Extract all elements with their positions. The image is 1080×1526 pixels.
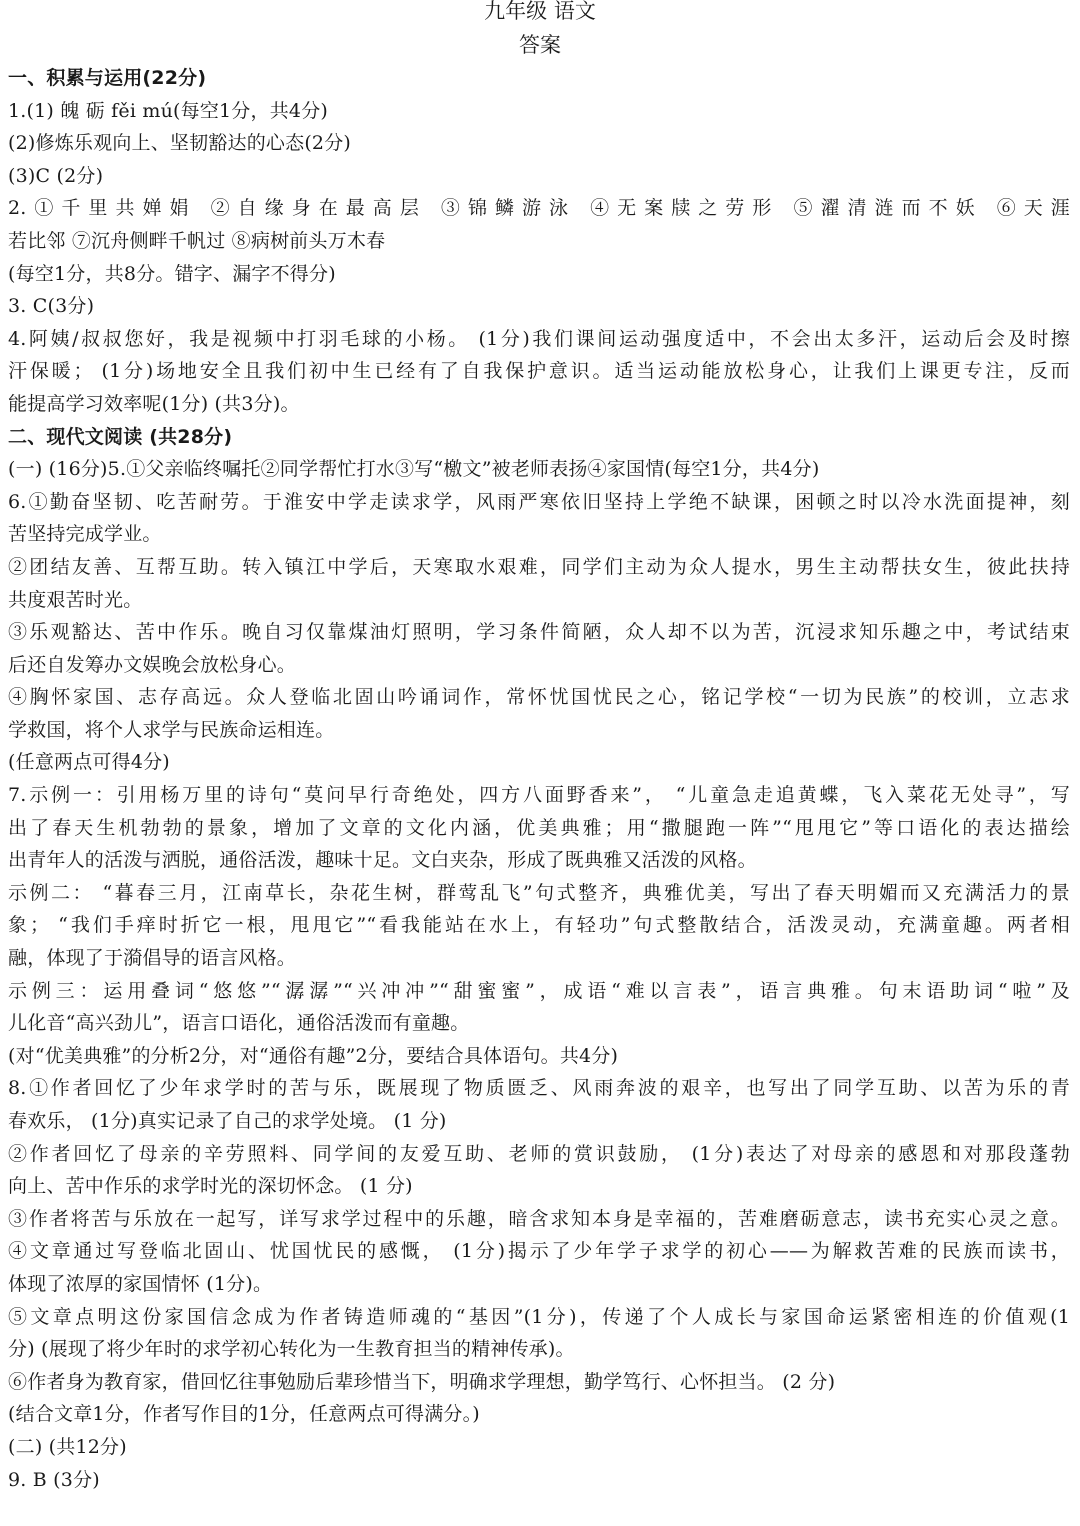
answer-line: ④文章通过写登临北固山、忧国忧民的感慨， (1分)揭示了少年学子求学的初心——为解救苦难的民族而读书， — [8, 1240, 1070, 1263]
answer-line: 苦坚持完成学业。 — [8, 523, 162, 546]
answer-line: 体现了浓厚的家国情怀 (1分)。 — [8, 1272, 273, 1295]
answer-line: 象； “我们手痒时折它一根，甩甩它”“看我能站在水上，有轻功”句式整散结合，活泼灵动，充满童趣。两者相 — [8, 914, 1070, 937]
answer-line: (二) (共12分) — [8, 1435, 127, 1458]
answer-line: 学救国，将个人求学与民族命运相连。 — [8, 718, 335, 741]
answer-line: 示例三：运用叠词“悠悠”“潺潺”“兴冲冲”“甜蜜蜜”，成语“难以言表”，语言典雅。句末语助词“啦”及 — [8, 979, 1070, 1002]
answer-line: 2.①千里共婵娟 ②自缘身在最高层 ③锦鳞游泳 ④无案牍之劳形 ⑤濯清涟而不妖 ⑥天涯 — [8, 197, 1070, 220]
answer-line: 7.示例一：引用杨万里的诗句“莫问早行奇绝处，四方八面野香来”， “儿童急走追黄蝶，飞入菜花无处寻”，写 — [8, 784, 1070, 807]
document-subtitle: 答案 — [519, 33, 561, 57]
document-title: 九年级 语文 — [484, 0, 596, 23]
answer-line: (2)修炼乐观向上、坚韧豁达的心态(2分) — [8, 132, 352, 155]
answer-line: ③作者将苦与乐放在一起写，详写求学过程中的乐趣，暗含求知本身是幸福的，苦难磨砺意志，读书充实心灵之意。 — [8, 1207, 1070, 1230]
answer-line: 共度艰苦时光。 — [8, 588, 143, 611]
answer-line: ⑤文章点明这份家国信念成为作者铸造师魂的“基因”(1分)，传递了个人成长与家国命运紧密相连的价值观(1 — [8, 1305, 1070, 1328]
answer-line: 能提高学习效率呢(1分) (共3分)。 — [8, 392, 300, 415]
answer-line: 9. B (3分) — [8, 1468, 100, 1491]
answer-line: 儿化音“高兴劲儿”，语言口语化，通俗活泼而有童趣。 — [8, 1012, 470, 1035]
answer-line: 若比邻 ⑦沉舟侧畔千帆过 ⑧病树前头万木春 — [8, 229, 386, 252]
answer-line: (任意两点可得4分) — [8, 751, 170, 774]
answer-line: 8.①作者回忆了少年求学时的苦与乐，既展现了物质匮乏、风雨奔波的艰辛，也写出了同学互助、以苦为乐的青 — [8, 1077, 1070, 1100]
answer-line: 后还自发筹办文娱晚会放松身心。 — [8, 653, 297, 676]
answer-line: ④胸怀家国、志存高远。众人登临北固山吟诵词作，常怀忧国忧民之心，铭记学校“一切为民族”的校训，立志求 — [8, 686, 1070, 709]
answer-line: 向上、苦中作乐的求学时光的深切怀念。 (1 分) — [8, 1175, 413, 1198]
answer-line: (每空1分，共8分。错字、漏字不得分) — [8, 262, 336, 285]
answer-line: (3)C (2分) — [8, 164, 104, 187]
answer-line: 示例二： “暮春三月，江南草长，杂花生树，群莺乱飞”句式整齐，典雅优美，写出了春天明媚而又充满活力的景 — [8, 881, 1070, 904]
answer-line: ②作者回忆了母亲的辛劳照料、同学间的友爱互助、老师的赏识鼓励， (1分)表达了对母亲的感恩和对那段蓬勃 — [8, 1142, 1070, 1165]
answer-line: 1.(1) 魄 砺 fěi mú(每空1分，共4分) — [8, 99, 329, 122]
section-heading: 一、积累与运用(22分) — [8, 67, 207, 89]
answer-line: ③乐观豁达、苦中作乐。晚自习仅靠煤油灯照明，学习条件简陋，众人却不以为苦，沉浸求知乐趣之中，考试结束 — [8, 621, 1070, 644]
answer-line: ②团结友善、互帮互助。转入镇江中学后，天寒取水艰难，同学们主动为众人提水，男生主动帮扶女生，彼此扶持 — [8, 555, 1070, 578]
section-heading: 二、现代文阅读 (共28分) — [8, 425, 233, 448]
answer-line: 3. C(3分) — [8, 295, 95, 318]
answer-line: 出了春天生机勃勃的景象，增加了文章的文化内涵，优美典雅；用“撒腿跑一阵”“甩甩它”等口语化的表达描绘 — [8, 816, 1070, 839]
answer-line: (一) (16分)5.①父亲临终嘱托②同学帮忙打水③写“檄文”被老师表扬④家国情(每空1分，共4分) — [8, 458, 820, 481]
answer-line: (对“优美典雅”的分析2分，对“通俗有趣”2分，要结合具体语句。共4分) — [8, 1044, 619, 1067]
answer-line: 分) (展现了将少年时的求学初心转化为一生教育担当的精神传承)。 — [8, 1338, 575, 1361]
answer-line: 6.①勤奋坚韧、吃苦耐劳。于淮安中学走读求学，风雨严寒依旧坚持上学绝不缺课，困顿之时以冷水洗面提神，刻 — [8, 490, 1070, 513]
answer-line: (结合文章1分，作者写作目的1分，任意两点可得满分。) — [8, 1403, 480, 1426]
answer-line: 汗保暖； (1分)场地安全且我们初中生已经有了自我保护意识。适当运动能放松身心，让我们上课更专注，反而 — [8, 360, 1070, 383]
answer-line: 融，体现了于漪倡导的语言风格。 — [8, 947, 297, 970]
answer-line: 4.阿姨/叔叔您好，我是视频中打羽毛球的小杨。 (1分)我们课间运动强度适中，不会出太多汗，运动后会及时擦 — [8, 327, 1070, 350]
answer-line: 春欢乐， (1分)真实记录了自己的求学处境。 (1 分) — [8, 1110, 447, 1132]
answer-line: ⑥作者身为教育家，借回忆往事勉励后辈珍惜当下，明确求学理想，勤学笃行、心怀担当。 (2 分) — [8, 1370, 836, 1393]
answer-body — [8, 62, 1070, 1496]
answer-line: 出青年人的活泼与洒脱，通俗活泼，趣味十足。文白夹杂，形成了既典雅又活泼的风格。 — [8, 849, 757, 872]
